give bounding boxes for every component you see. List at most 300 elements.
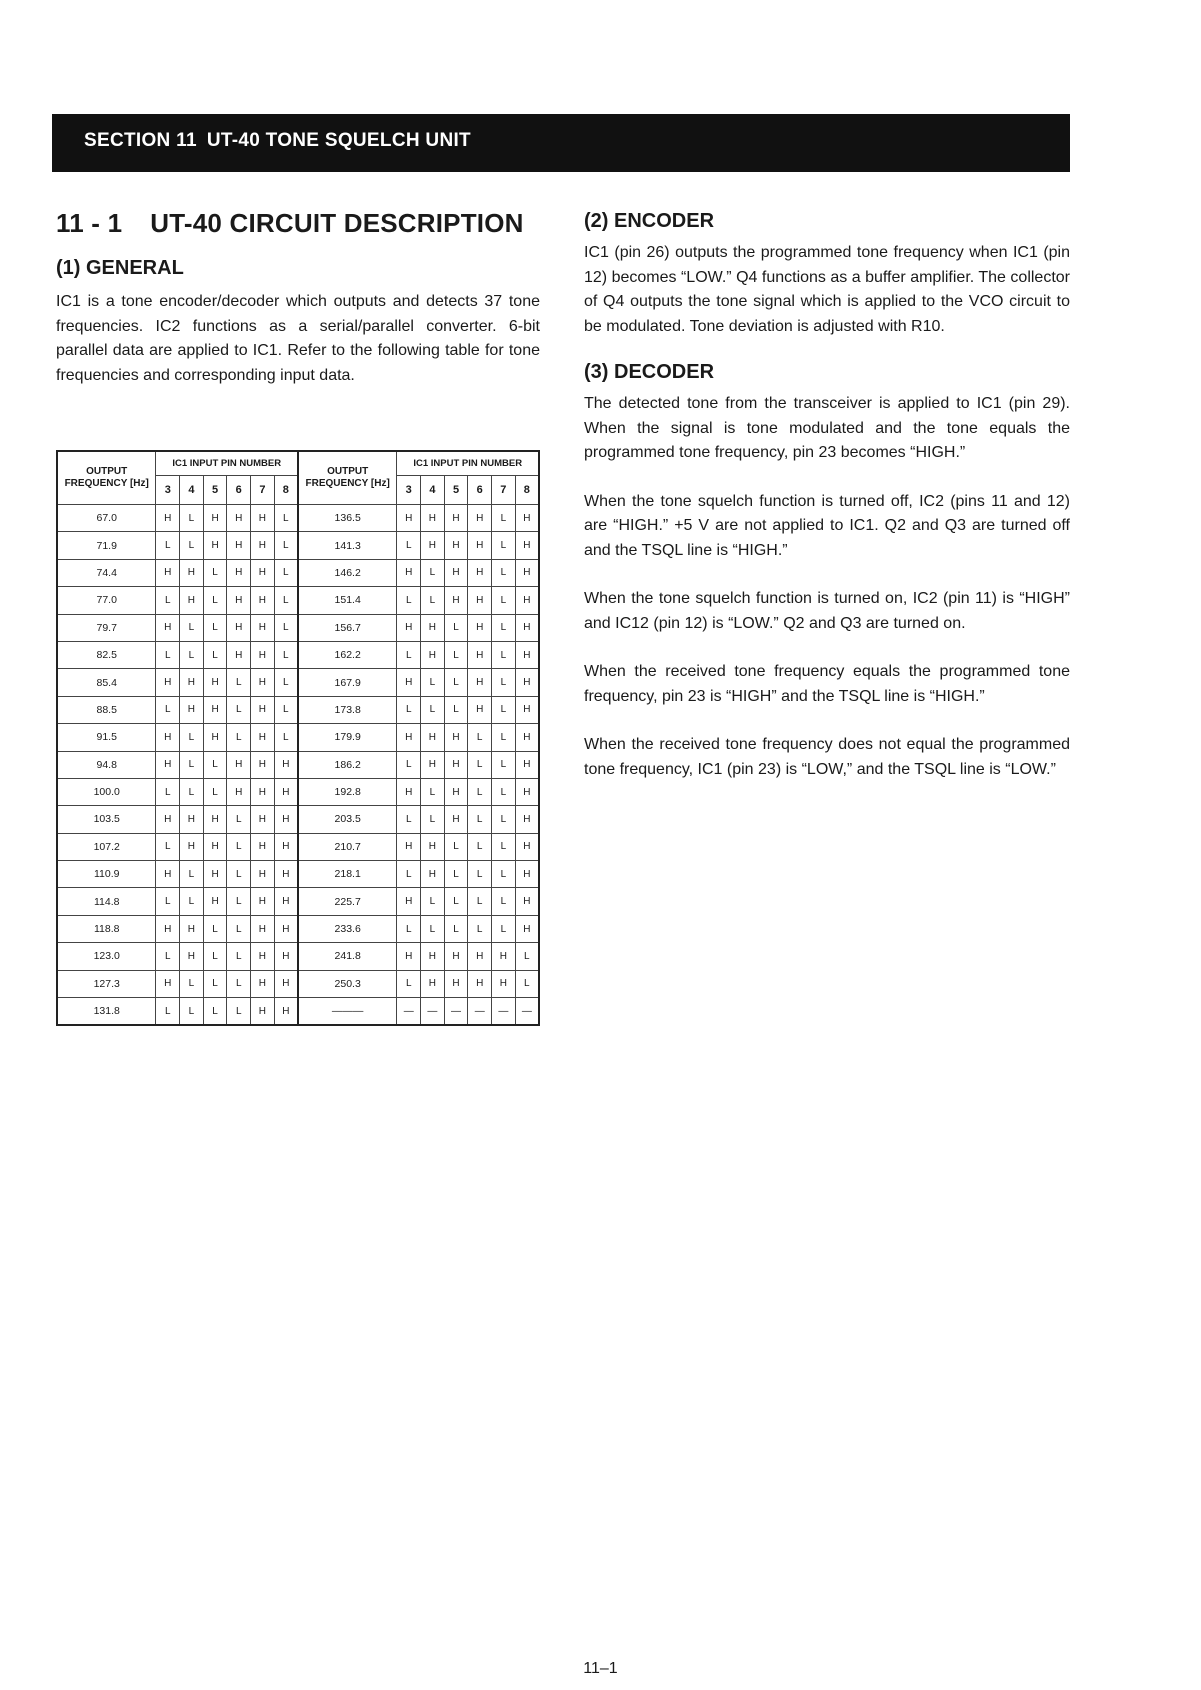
pin-level-cell: H [180, 559, 204, 586]
pin-level-cell: L [397, 641, 421, 668]
pin-level-cell: L [274, 532, 298, 559]
pin-level-cell: H [203, 833, 227, 860]
pin-level-cell: L [444, 641, 468, 668]
pin-level-cell: H [515, 505, 539, 532]
banner-title: UT-40 TONE SQUELCH UNIT [206, 130, 471, 151]
pin-level-cell: L [227, 724, 251, 751]
pin-level-cell: L [203, 559, 227, 586]
table-row [57, 943, 539, 970]
pin-level-cell: H [421, 970, 445, 997]
encoder-text: IC1 (pin 26) outputs the programmed tone frequency when IC1 (pin 12) becomes “LOW.” Q4 functions as a buffer amplifier. The collector of Q4 outputs the tone signal which is applied to the VCO circuit to be modulated. Tone deviation is adjusted with R10. [584, 244, 1070, 335]
frequency-cell: 136.5 [298, 505, 397, 532]
pin-level-cell: L [156, 833, 180, 860]
pin-level-cell: L [468, 778, 492, 805]
pin-level-cell: H [156, 559, 180, 586]
frequency-cell: 82.5 [57, 641, 156, 668]
frequency-cell: 203.5 [298, 806, 397, 833]
pin-level-cell: L [227, 669, 251, 696]
section-title: UT-40 CIRCUIT DESCRIPTION [150, 208, 524, 238]
pin-level-cell: L [468, 833, 492, 860]
pin-level-cell: H [397, 505, 421, 532]
pin-level-cell: H [397, 669, 421, 696]
pin-level-cell: H [515, 778, 539, 805]
pin-level-cell: H [515, 614, 539, 641]
pin-level-cell: L [274, 696, 298, 723]
frequency-cell: 114.8 [57, 888, 156, 915]
pin-level-cell: L [444, 696, 468, 723]
pin-level-cell: L [397, 751, 421, 778]
frequency-cell: 127.3 [57, 970, 156, 997]
pin-level-cell: L [156, 696, 180, 723]
pin-level-cell: H [421, 505, 445, 532]
pin-number-cell: 8 [274, 476, 298, 505]
pin-level-cell: L [227, 970, 251, 997]
pin-level-cell: L [468, 724, 492, 751]
pin-level-cell: L [492, 614, 516, 641]
pin-level-cell: H [180, 587, 204, 614]
tone-table-body [57, 505, 539, 1026]
pin-level-cell: H [421, 861, 445, 888]
pin-level-cell: H [444, 587, 468, 614]
pin-level-cell: H [444, 559, 468, 586]
pin-level-cell: — [468, 998, 492, 1026]
frequency-cell: 192.8 [298, 778, 397, 805]
pin-level-cell: H [515, 915, 539, 942]
frequency-cell: 94.8 [57, 751, 156, 778]
pin-level-cell: L [444, 888, 468, 915]
pin-level-cell: H [227, 614, 251, 641]
pin-level-cell: L [180, 751, 204, 778]
pin-level-cell: L [468, 861, 492, 888]
pin-level-cell: H [274, 915, 298, 942]
pin-level-cell: H [203, 669, 227, 696]
pin-level-cell: H [203, 532, 227, 559]
frequency-cell: 141.3 [298, 532, 397, 559]
pin-level-cell: H [251, 669, 275, 696]
pin-level-cell: L [421, 669, 445, 696]
pin-level-cell: L [421, 778, 445, 805]
table-row [57, 806, 539, 833]
frequency-cell: 218.1 [298, 861, 397, 888]
encoder-heading: (2) ENCODER [584, 210, 715, 232]
pin-level-cell: L [180, 724, 204, 751]
pin-level-cell: H [203, 724, 227, 751]
frequency-cell: 156.7 [298, 614, 397, 641]
decoder-paragraph: When the received tone frequency equals the programmed tone frequency, pin 23 is “HIGH” and the TSQL line is “HIGH.” [584, 663, 1070, 705]
pin-level-cell: H [156, 724, 180, 751]
pin-level-cell: — [421, 998, 445, 1026]
pin-level-cell: L [274, 641, 298, 668]
pin-level-cell: L [397, 587, 421, 614]
table-row [57, 614, 539, 641]
pin-level-cell: H [515, 833, 539, 860]
pin-level-cell: L [203, 587, 227, 614]
banner-text [84, 130, 471, 152]
pin-level-cell: L [274, 587, 298, 614]
table-row [57, 998, 539, 1026]
frequency-cell: 107.2 [57, 833, 156, 860]
pin-level-cell: H [468, 532, 492, 559]
pin-level-cell: L [421, 559, 445, 586]
pin-level-cell: L [444, 915, 468, 942]
pin-number-cell: 3 [156, 476, 180, 505]
pin-level-cell: L [515, 970, 539, 997]
pin-level-cell: H [274, 861, 298, 888]
pin-level-cell: L [444, 614, 468, 641]
pin-level-cell: L [180, 888, 204, 915]
pin-level-cell: — [492, 998, 516, 1026]
pin-level-cell: L [397, 696, 421, 723]
pin-level-cell: H [251, 505, 275, 532]
tone-frequency-table [56, 450, 540, 1026]
table-row [57, 888, 539, 915]
pin-level-cell: L [492, 696, 516, 723]
frequency-cell: 131.8 [57, 998, 156, 1026]
pin-level-cell: H [180, 806, 204, 833]
pin-level-cell: L [180, 861, 204, 888]
frequency-cell: 162.2 [298, 641, 397, 668]
pin-level-cell: L [492, 915, 516, 942]
frequency-cell: 179.9 [298, 724, 397, 751]
pin-level-cell: L [203, 751, 227, 778]
pin-level-cell: L [180, 532, 204, 559]
frequency-cell: 241.8 [298, 943, 397, 970]
pin-level-cell: L [274, 614, 298, 641]
pin-number-cell: 4 [421, 476, 445, 505]
pin-level-cell: H [227, 505, 251, 532]
pin-level-cell: H [274, 778, 298, 805]
pin-level-cell: L [444, 833, 468, 860]
pin-level-cell: L [203, 778, 227, 805]
pin-level-cell: L [421, 915, 445, 942]
frequency-cell: 85.4 [57, 669, 156, 696]
pin-level-cell: H [468, 970, 492, 997]
frequency-cell: 225.7 [298, 888, 397, 915]
pin-level-cell: H [444, 751, 468, 778]
pin-number-cell: 6 [468, 476, 492, 505]
pin-level-cell: L [421, 587, 445, 614]
frequency-cell: 167.9 [298, 669, 397, 696]
pin-level-cell: H [274, 943, 298, 970]
table-row [57, 833, 539, 860]
banner-section: SECTION 11 [84, 130, 197, 151]
pin-level-cell: L [180, 970, 204, 997]
pin-level-cell: L [397, 861, 421, 888]
pin-level-cell: H [515, 559, 539, 586]
pin-level-cell: H [468, 505, 492, 532]
frequency-cell: 250.3 [298, 970, 397, 997]
pin-level-cell: H [274, 970, 298, 997]
freq-header-left: OUTPUT FREQUENCY [Hz] [57, 451, 156, 505]
pin-level-cell: H [421, 751, 445, 778]
pin-level-cell: H [468, 669, 492, 696]
pin-level-cell: H [251, 778, 275, 805]
pin-level-cell: L [156, 943, 180, 970]
pin-level-cell: L [227, 915, 251, 942]
pin-level-cell: L [397, 532, 421, 559]
frequency-cell: 210.7 [298, 833, 397, 860]
pin-level-cell: L [156, 888, 180, 915]
table-row [57, 778, 539, 805]
pin-number-cell: 7 [492, 476, 516, 505]
pin-number-cell: 6 [227, 476, 251, 505]
frequency-cell: 74.4 [57, 559, 156, 586]
pin-level-cell: L [492, 505, 516, 532]
pin-level-cell: H [515, 641, 539, 668]
pin-level-cell: H [156, 861, 180, 888]
pin-level-cell: H [492, 943, 516, 970]
pin-level-cell: H [251, 861, 275, 888]
pins-header-left: IC1 INPUT PIN NUMBER [156, 451, 298, 476]
pin-level-cell: H [180, 943, 204, 970]
pin-level-cell: H [444, 505, 468, 532]
pin-level-cell: H [515, 806, 539, 833]
pin-level-cell: L [274, 505, 298, 532]
pin-level-cell: H [468, 943, 492, 970]
pin-level-cell: H [421, 641, 445, 668]
pin-level-cell: L [227, 998, 251, 1026]
pin-level-cell: H [251, 970, 275, 997]
pin-level-cell: H [156, 669, 180, 696]
table-row [57, 751, 539, 778]
pin-level-cell: H [515, 724, 539, 751]
pin-number-cell: 3 [397, 476, 421, 505]
pin-level-cell: H [251, 532, 275, 559]
pin-level-cell: L [227, 888, 251, 915]
pin-level-cell: H [397, 614, 421, 641]
pin-level-cell: L [227, 943, 251, 970]
pin-level-cell: L [203, 998, 227, 1026]
pin-level-cell: L [274, 559, 298, 586]
pin-level-cell: H [397, 559, 421, 586]
pin-level-cell: L [397, 970, 421, 997]
pin-level-cell: H [251, 696, 275, 723]
pin-number-cell: 8 [515, 476, 539, 505]
pin-level-cell: L [492, 888, 516, 915]
table-row [57, 970, 539, 997]
pin-level-cell: H [156, 806, 180, 833]
pin-number-cell: 5 [444, 476, 468, 505]
frequency-cell: 100.0 [57, 778, 156, 805]
pin-level-cell: L [180, 998, 204, 1026]
pin-level-cell: H [274, 833, 298, 860]
pin-level-cell: L [468, 806, 492, 833]
pin-level-cell: L [203, 970, 227, 997]
pin-level-cell: H [180, 833, 204, 860]
section-banner [52, 114, 1070, 172]
pin-level-cell: L [492, 587, 516, 614]
pin-level-cell: H [251, 641, 275, 668]
pin-level-cell: H [468, 559, 492, 586]
pin-level-cell: H [492, 970, 516, 997]
pin-level-cell: H [274, 751, 298, 778]
pin-level-cell: L [156, 641, 180, 668]
pin-number-cell: 5 [203, 476, 227, 505]
decoder-paragraph: When the received tone frequency does not equal the programmed tone frequency, IC1 (pin 23) is “LOW,” and the TSQL line is “LOW.” [584, 736, 1070, 778]
pin-level-cell: H [274, 806, 298, 833]
pin-level-cell: H [180, 696, 204, 723]
decoder-paragraph: When the tone squelch function is turned on, IC2 (pin 11) is “HIGH” and IC12 (pin 12) is “LOW.” Q2 and Q3 are turned on. [584, 590, 1070, 632]
section-number: 11 - 1 [56, 208, 123, 238]
pin-level-cell: L [274, 724, 298, 751]
frequency-cell: 146.2 [298, 559, 397, 586]
pin-level-cell: L [468, 915, 492, 942]
pin-level-cell: — [515, 998, 539, 1026]
pin-level-cell: L [156, 532, 180, 559]
pin-level-cell: H [444, 943, 468, 970]
pin-level-cell: H [227, 641, 251, 668]
pin-level-cell: L [444, 669, 468, 696]
pin-level-cell: L [156, 778, 180, 805]
table-row [57, 559, 539, 586]
pin-level-cell: L [156, 587, 180, 614]
pin-level-cell: H [251, 998, 275, 1026]
pin-level-cell: L [203, 915, 227, 942]
pin-number-cell: 4 [180, 476, 204, 505]
pin-level-cell: H [515, 587, 539, 614]
pin-level-cell: H [156, 915, 180, 942]
pin-level-cell: H [397, 833, 421, 860]
pin-level-cell: H [251, 559, 275, 586]
frequency-cell: 123.0 [57, 943, 156, 970]
pin-level-cell: H [180, 669, 204, 696]
general-heading: (1) GENERAL [56, 257, 184, 279]
pin-level-cell: L [492, 778, 516, 805]
pin-level-cell: L [180, 641, 204, 668]
right-column [584, 208, 1070, 782]
page-number: 11–1 [583, 1660, 618, 1677]
pin-level-cell: H [251, 587, 275, 614]
pin-level-cell: L [492, 724, 516, 751]
pin-level-cell: L [156, 998, 180, 1026]
pin-number-cell: 7 [251, 476, 275, 505]
table-row [57, 915, 539, 942]
pin-level-cell: H [468, 614, 492, 641]
pin-level-cell: H [468, 587, 492, 614]
pin-level-cell: L [468, 751, 492, 778]
pin-level-cell: H [156, 751, 180, 778]
pin-level-cell: H [421, 532, 445, 559]
pin-level-cell: H [274, 888, 298, 915]
frequency-cell: 110.9 [57, 861, 156, 888]
decoder-paragraph: The detected tone from the transceiver is applied to IC1 (pin 29). When the signal is tone modulated and the tone equals the programmed tone frequency, pin 23 becomes “HIGH.” [584, 395, 1070, 461]
pin-level-cell: H [227, 751, 251, 778]
table-row [57, 861, 539, 888]
pin-level-cell: H [397, 724, 421, 751]
pin-level-cell: L [227, 833, 251, 860]
pin-level-cell: H [156, 614, 180, 641]
table-row [57, 587, 539, 614]
pin-level-cell: H [156, 970, 180, 997]
pin-level-cell: L [227, 696, 251, 723]
pin-level-cell: H [444, 724, 468, 751]
pin-level-cell: H [421, 614, 445, 641]
pin-level-cell: L [515, 943, 539, 970]
pin-level-cell: H [444, 532, 468, 559]
table-row [57, 532, 539, 559]
pin-level-cell: L [492, 669, 516, 696]
general-text: IC1 is a tone encoder/decoder which outputs and detects 37 tone frequencies. IC2 functions as a serial/parallel converter. 6-bit parallel data are applied to IC1. Refer to the following table for tone frequencies and corresponding input data. [56, 293, 540, 384]
frequency-cell: 88.5 [57, 696, 156, 723]
table-row [57, 505, 539, 532]
frequency-cell: ——— [298, 998, 397, 1026]
pin-level-cell: H [156, 505, 180, 532]
pin-level-cell: L [180, 778, 204, 805]
pin-level-cell: L [227, 806, 251, 833]
pin-level-cell: H [251, 888, 275, 915]
pin-level-cell: H [421, 724, 445, 751]
frequency-cell: 79.7 [57, 614, 156, 641]
pin-level-cell: L [274, 669, 298, 696]
table-row [57, 641, 539, 668]
pin-level-cell: H [251, 915, 275, 942]
frequency-cell: 151.4 [298, 587, 397, 614]
pin-level-cell: L [203, 614, 227, 641]
pin-level-cell: L [397, 915, 421, 942]
pin-level-cell: L [492, 532, 516, 559]
frequency-cell: 233.6 [298, 915, 397, 942]
pin-level-cell: L [421, 806, 445, 833]
pin-level-cell: H [203, 505, 227, 532]
pin-level-cell: L [227, 861, 251, 888]
pin-level-cell: H [421, 833, 445, 860]
frequency-cell: 173.8 [298, 696, 397, 723]
pin-level-cell: H [397, 778, 421, 805]
pin-level-cell: H [203, 861, 227, 888]
freq-header-right: OUTPUT FREQUENCY [Hz] [298, 451, 397, 505]
pin-level-cell: H [227, 532, 251, 559]
pin-level-cell: H [203, 806, 227, 833]
pin-level-cell: L [492, 806, 516, 833]
pin-level-cell: L [468, 888, 492, 915]
pin-level-cell: L [203, 943, 227, 970]
pin-level-cell: L [492, 641, 516, 668]
pin-level-cell: H [251, 833, 275, 860]
pin-level-cell: H [468, 696, 492, 723]
frequency-cell: 118.8 [57, 915, 156, 942]
pin-level-cell: H [251, 806, 275, 833]
pin-level-cell: H [421, 943, 445, 970]
pin-level-cell: H [444, 970, 468, 997]
frequency-cell: 91.5 [57, 724, 156, 751]
decoder-paragraph: When the tone squelch function is turned off, IC2 (pins 11 and 12) are “HIGH.” +5 V are not applied to IC1. Q2 and Q3 are turned off and the TSQL line is “HIGH.” [584, 492, 1070, 559]
decoder-heading: (3) DECODER [584, 361, 715, 383]
pin-level-cell: H [397, 943, 421, 970]
pin-level-cell: — [444, 998, 468, 1026]
pin-level-cell: H [180, 915, 204, 942]
pin-level-cell: H [227, 778, 251, 805]
pin-level-cell: L [492, 833, 516, 860]
pins-header-right: IC1 INPUT PIN NUMBER [397, 451, 539, 476]
pin-level-cell: H [515, 861, 539, 888]
frequency-cell: 186.2 [298, 751, 397, 778]
pin-level-cell: — [397, 998, 421, 1026]
pin-level-cell: H [515, 669, 539, 696]
pin-level-cell: L [492, 559, 516, 586]
pin-level-cell: H [444, 806, 468, 833]
pin-level-cell: L [444, 861, 468, 888]
pin-level-cell: L [397, 806, 421, 833]
pin-level-cell: L [492, 861, 516, 888]
pin-level-cell: L [180, 614, 204, 641]
pin-level-cell: H [227, 587, 251, 614]
frequency-cell: 71.9 [57, 532, 156, 559]
pin-level-cell: L [180, 505, 204, 532]
pin-level-cell: H [468, 641, 492, 668]
page-title [56, 208, 540, 239]
pin-level-cell: H [251, 943, 275, 970]
pin-level-cell: H [251, 724, 275, 751]
